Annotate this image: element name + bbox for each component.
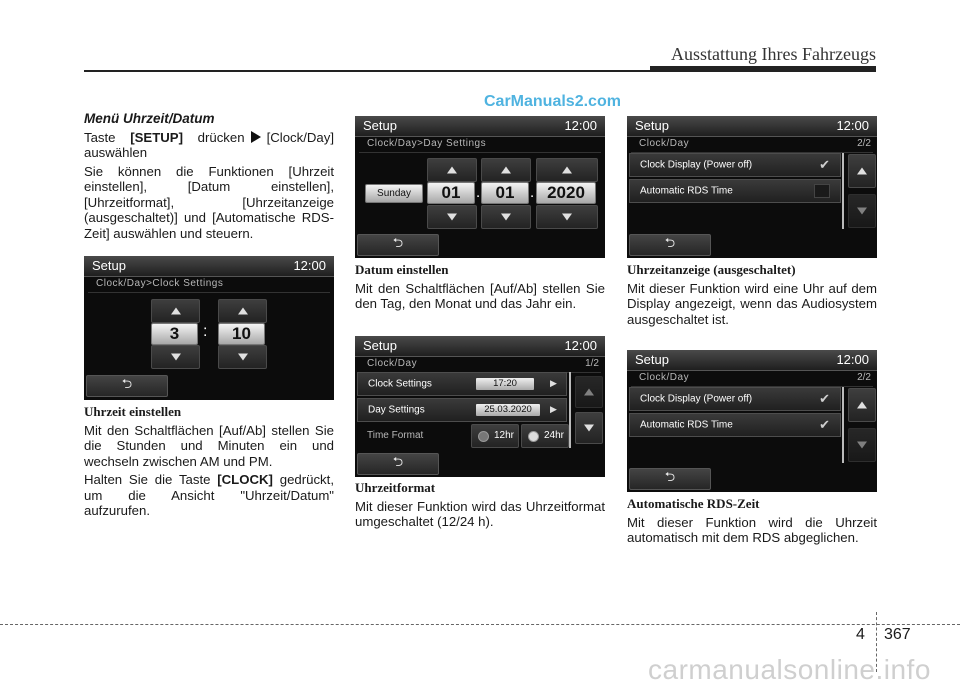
caption-time-format: Uhrzeitformat	[355, 480, 436, 495]
row-label: Clock Display (Power off)	[640, 159, 753, 171]
column-1	[84, 111, 334, 244]
screen-titlebar	[627, 350, 877, 371]
back-arrow-icon: ⮌	[664, 235, 676, 250]
screen-title: Setup	[363, 338, 397, 353]
arrow-right-icon	[251, 131, 261, 143]
chapter-number: 4	[856, 626, 865, 643]
month-down-button[interactable]	[481, 205, 531, 229]
radio-selected-icon	[528, 431, 539, 442]
back-button[interactable]	[357, 453, 439, 475]
caption-clock-display: Uhrzeitanzeige (ausgeschaltet)	[627, 262, 796, 277]
screen-titlebar	[84, 256, 334, 277]
date-separator: .	[530, 184, 535, 201]
intro-paragraph: Sie können die Funktionen [Uhrzeit einstellen], [Datum einstellen], [Uhrzeitformat], [Uhrzeitanzeige (ausgeschaltet)] und [Automatische RDS-Zeit] auswählen und steuern.	[84, 163, 334, 241]
play-right-icon: ▶	[550, 378, 557, 388]
option-label: 12hr	[494, 430, 515, 441]
back-arrow-icon: ⮌	[392, 454, 404, 469]
clock-value: 17:20	[476, 378, 534, 390]
minute-value: 10	[218, 323, 265, 345]
option-label: 24hr	[544, 430, 565, 441]
back-button[interactable]	[86, 375, 168, 397]
row-day-settings[interactable]	[357, 398, 567, 422]
caption-clock-settings: Uhrzeit einstellen	[84, 404, 182, 419]
footer-rule	[0, 624, 960, 625]
year-up-button[interactable]	[536, 158, 598, 182]
screen-clock-settings	[84, 256, 334, 400]
page-indicator: 1/2	[585, 358, 599, 369]
screen-automatic-rds	[627, 350, 877, 492]
column-2-lower	[355, 480, 605, 533]
arrow-down-icon	[857, 208, 867, 215]
day-paragraph: Mit den Schaltflächen [Auf/Ab] stellen Sie den Tag, den Monat und das Jahr ein.	[355, 280, 605, 311]
back-button[interactable]	[629, 234, 711, 256]
year-down-button[interactable]	[536, 205, 598, 229]
day-value: 01	[427, 182, 475, 204]
arrow-up-icon	[501, 167, 511, 174]
format-12hr-button[interactable]	[471, 424, 519, 448]
minute-up-button[interactable]	[218, 299, 267, 323]
scroll-up-button[interactable]	[848, 154, 876, 188]
row-label: Automatic RDS Time	[640, 419, 733, 431]
header-rule-bold	[650, 66, 876, 72]
arrow-up-icon	[171, 308, 181, 315]
watermark-top: CarManuals2.com	[484, 93, 621, 110]
radio-icon	[478, 431, 489, 442]
screen-titlebar	[355, 336, 605, 357]
caption-day-settings: Datum einstellen	[355, 262, 449, 277]
page-number: 367	[884, 626, 911, 643]
screen-clock-display	[627, 116, 877, 258]
arrow-up-icon	[857, 402, 867, 409]
page-indicator: 2/2	[857, 138, 871, 149]
screen-path: Clock/Day	[639, 138, 690, 149]
back-arrow-icon: ⮌	[121, 376, 133, 391]
arrow-up-icon	[857, 168, 867, 175]
format-24hr-button[interactable]	[521, 424, 569, 448]
screen-time-format	[355, 336, 605, 477]
arrow-up-icon	[562, 167, 572, 174]
checkmark-icon: ✔	[819, 157, 830, 172]
column-3-lower	[627, 496, 877, 549]
format-paragraph: Mit dieser Funktion wird das Uhrzeitformat umgeschaltet (12/24 h).	[355, 498, 605, 529]
screen-clock: 12:00	[564, 338, 597, 353]
row-label: Automatic RDS Time	[640, 185, 733, 197]
arrow-down-icon	[171, 354, 181, 361]
time-format-label: Time Format	[367, 430, 424, 441]
row-automatic-rds[interactable]	[629, 179, 841, 203]
display-paragraph: Mit dieser Funktion wird eine Uhr auf dem Display angezeigt, wenn das Audiosystem ausgeschaltet ist.	[627, 280, 877, 327]
month-up-button[interactable]	[481, 158, 531, 182]
scrollbar[interactable]	[842, 153, 844, 229]
scrollbar[interactable]	[569, 372, 571, 448]
screen-path: Clock/Day	[639, 372, 690, 383]
checkmark-icon: ✔	[819, 391, 830, 406]
arrow-up-icon	[238, 308, 248, 315]
column-1-lower	[84, 404, 334, 522]
screen-path: Clock/Day>Day Settings	[367, 138, 487, 149]
screen-title: Setup	[635, 118, 669, 133]
hour-value: 3	[151, 323, 198, 345]
section-heading: Menü Uhrzeit/Datum	[84, 111, 215, 126]
clock-key-paragraph: Halten Sie die Taste [CLOCK] gedrückt, um die Ansicht "Uhrzeit/Datum" aufzurufen.	[84, 472, 334, 518]
screen-clock: 12:00	[564, 118, 597, 133]
scroll-down-button[interactable]	[575, 412, 603, 444]
back-button[interactable]	[357, 234, 439, 256]
row-automatic-rds[interactable]	[629, 413, 841, 437]
screen-clock: 12:00	[293, 258, 326, 273]
watermark-bottom: carmanualsonline.info	[648, 654, 931, 685]
caption-automatic-rds: Automatische RDS-Zeit	[627, 496, 760, 511]
row-clock-display[interactable]	[629, 387, 841, 411]
time-separator: :	[203, 323, 208, 340]
screen-title: Setup	[92, 258, 126, 273]
play-right-icon: ▶	[550, 404, 557, 414]
arrow-down-icon	[238, 354, 248, 361]
scrollbar[interactable]	[842, 387, 844, 463]
hour-down-button[interactable]	[151, 345, 200, 369]
running-header: Ausstattung Ihres Fahrzeugs	[671, 44, 876, 64]
day-up-button[interactable]	[427, 158, 477, 182]
screen-path: Clock/Day>Clock Settings	[96, 278, 224, 289]
checkmark-icon: ✔	[819, 417, 830, 432]
column-3-upper	[627, 262, 877, 330]
arrow-down-icon	[562, 214, 572, 221]
row-label: Day Settings	[368, 404, 425, 416]
screen-clock: 12:00	[836, 118, 869, 133]
arrow-down-icon	[584, 425, 594, 432]
scroll-down-button[interactable]	[848, 194, 876, 228]
day-down-button[interactable]	[427, 205, 477, 229]
instruction-paragraph: Taste [SETUP] drücken [Clock/Day] auswählen	[84, 129, 334, 160]
clock-paragraph: Mit den Schaltflächen [Auf/Ab] stellen Sie die Stunden und Minuten ein und wechseln zwischen AM und PM.	[84, 422, 334, 469]
date-separator: .	[476, 184, 481, 201]
arrow-down-icon	[857, 442, 867, 449]
column-2-upper	[355, 262, 605, 315]
arrow-down-icon	[501, 214, 511, 221]
screen-day-settings	[355, 116, 605, 258]
date-value: 25.03.2020	[476, 404, 540, 416]
arrow-down-icon	[447, 214, 457, 221]
back-arrow-icon: ⮌	[392, 235, 404, 250]
row-clock-settings[interactable]	[357, 372, 567, 396]
checkbox-empty-icon	[814, 184, 830, 198]
hour-up-button[interactable]	[151, 299, 200, 323]
screen-title: Setup	[363, 118, 397, 133]
minute-down-button[interactable]	[218, 345, 267, 369]
screen-title: Setup	[635, 352, 669, 367]
scroll-down-button[interactable]	[848, 428, 876, 462]
year-value: 2020	[536, 182, 596, 204]
back-button[interactable]	[629, 468, 711, 490]
screen-titlebar	[627, 116, 877, 137]
scroll-up-button[interactable]	[575, 376, 603, 408]
weekday-value: Sunday	[365, 184, 423, 203]
month-value: 01	[481, 182, 529, 204]
screen-clock: 12:00	[836, 352, 869, 367]
back-arrow-icon: ⮌	[664, 469, 676, 484]
page-indicator: 2/2	[857, 372, 871, 383]
arrow-up-icon	[584, 389, 594, 396]
row-label: Clock Display (Power off)	[640, 393, 753, 405]
rds-paragraph: Mit dieser Funktion wird die Uhrzeit automatisch mit dem RDS abgeglichen.	[627, 514, 877, 545]
row-label: Clock Settings	[368, 378, 432, 390]
row-clock-display[interactable]	[629, 153, 841, 177]
arrow-up-icon	[447, 167, 457, 174]
screen-titlebar	[355, 116, 605, 137]
scroll-up-button[interactable]	[848, 388, 876, 422]
screen-path: Clock/Day	[367, 358, 418, 369]
